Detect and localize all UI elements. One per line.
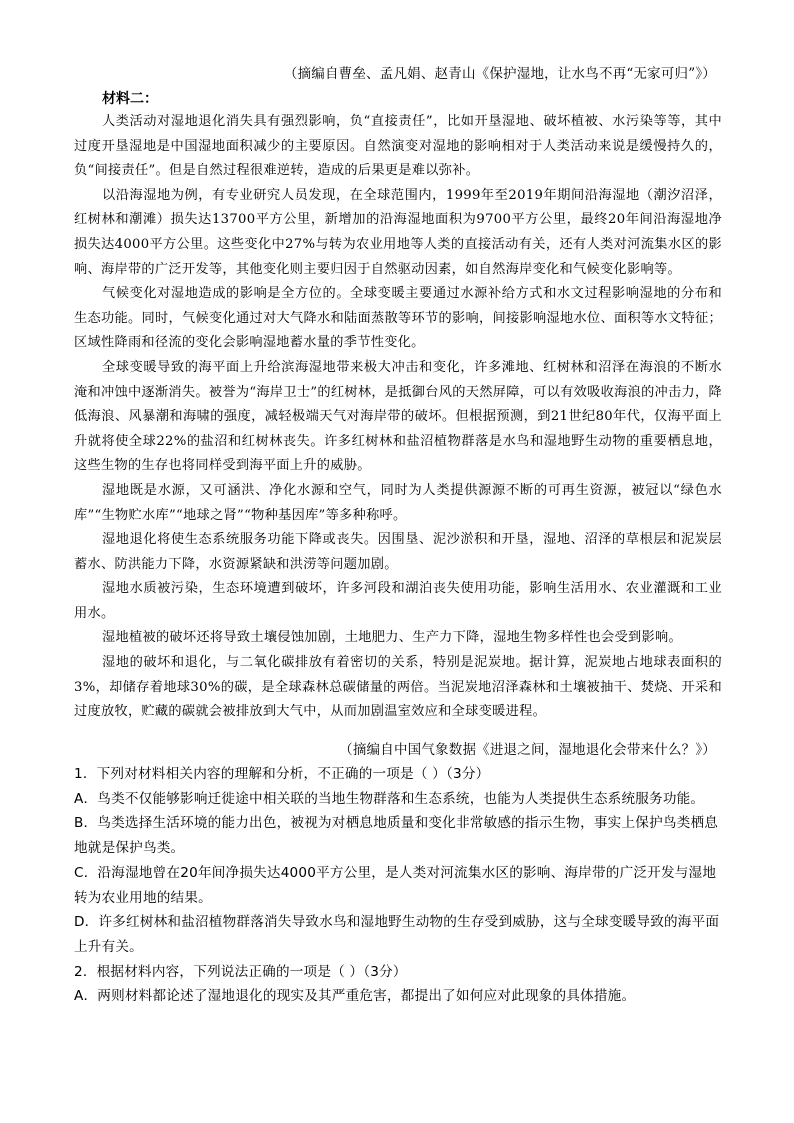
paragraph: 以沿海湿地为例，有专业研究人员发现，在全球范围内，1999年至2019年期间沿海湿地（潮汐沼泽，红树林和潮滩）损失达13700平方公里，新增加的沿海湿地面积为9700平方公里，最终20年间沿海湿地净损失达4000平方公里。这些变化中27%与转为农业用地等人类的直接活动有关，还有人类对河流集水区的影响、海岸带的广泛开发等，其他变化则主要归因于自然驱动因素，如自然海岸变化和气候变化影响等。 bbox=[74, 187, 722, 277]
paragraph: 湿地的破坏和退化，与二氧化碳排放有着密切的关系，特别是泥炭地。据计算，泥炭地占地球表面积的3%，却储存着地球30%的碳，是全球森林总碳储量的两倍。当泥炭地沼泽森林和土壤被抽干、焚烧、开采和过度放牧，贮藏的碳就会被排放到大气中，从而加剧温室效应和全球变暖进程。 bbox=[74, 655, 722, 720]
question-1-option-d: D．许多红树林和盐沼植物群落消失导致水鸟和湿地野生动物的生存受到威胁，这与全球变暖导致的海平面上升有关。 bbox=[74, 914, 720, 955]
question-1-option-a: A．鸟类不仅能够影响迁徙途中相关联的当地生物群落和生态系统，也能为人类提供生态系统服务功能。 bbox=[74, 790, 705, 807]
question-1-stem: 1．下列对材料相关内容的理解和分析，不正确的一项是（ ）（3分） bbox=[74, 766, 490, 782]
paragraph: 湿地退化将使生态系统服务功能下降或丧失。因围垦、泥沙淤积和开垦，湿地、沼泽的草根层和泥炭层蓄水、防洪能力下降，水资源紧缺和洪涝等问题加剧。 bbox=[74, 532, 722, 572]
source-citation-material-two: （摘编自中国气象数据《进退之间，湿地退化会带来什么？》） bbox=[339, 742, 716, 758]
material-two-body bbox=[74, 110, 722, 725]
paragraph: 湿地植被的破坏还将导致土壤侵蚀加剧，土地肥力、生产力下降，湿地生物多样性也会受到影响。 bbox=[102, 630, 682, 646]
question-1-option-c: C．沿海湿地曾在20年间净损失达4000平方公里，是人类对河流集水区的影响、海岸带的广泛开发与湿地转为农业用地的结果。 bbox=[74, 864, 717, 906]
question-2-stem: 2．根据材料内容，下列说法正确的一项是（ ）（3分） bbox=[74, 963, 407, 980]
paragraph: 湿地既是水源，又可涵洪、净化水源和空气，同时为人类提供源源不断的可再生资源，被冠以“绿色水库”“生物贮水库”“地球之肾”“物种基因库”等多种称呼。 bbox=[74, 482, 722, 523]
paragraph: 气候变化对湿地造成的影响是全方位的。全球变暖主要通过水源补给方式和水文过程影响湿地的分布和生态功能。同时，气候变化通过对大气降水和陆面蒸散等环节的影响，间接影响湿地水位、面积等水文特征；区域性降雨和径流的变化会影响湿地蓄水量的季节性变化。 bbox=[74, 286, 722, 351]
paragraph: 全球变暖导致的海平面上升给滨海湿地带来极大冲击和变化，许多滩地、红树林和沼泽在海浪的不断水淹和冲蚀中逐渐消失。被誉为“海岸卫士”的红树林，是抵御台风的天然屏障，可以有效吸收海浪的冲击力，降低海浪、风暴潮和海啸的强度，减轻极端天气对海岸带的破坏。但根据预测，到21世纪80年代，仅海平面上升就将使全球22%的盐沼和红树林丧失。许多红树林和盐沼植物群落是水鸟和湿地野生动物的重要栖息地，这些生物的生存也将同样受到海平面上升的威胁。 bbox=[74, 359, 722, 474]
material-two-heading: 材料二： bbox=[102, 91, 158, 107]
question-1-option-b: B．鸟类选择生活环境的能力出色，被视为对栖息地质量和变化非常敏感的指示生物，事实上保护鸟类栖息地就是保护鸟类。 bbox=[74, 815, 719, 857]
paragraph: 湿地水质被污染，生态环境遭到破坏，许多河段和湖泊丧失使用功能，影响生活用水、农业灌溉和工业用水。 bbox=[74, 581, 722, 621]
paragraph: 人类活动对湿地退化消失具有强烈影响，负“直接责任”，比如开垦湿地、破坏植被、水污染等等，其中过度开垦湿地是中国湿地面积减少的主要原因。自然演变对湿地的影响相对于人类活动来说是缓慢持久的，负“间接责任”。但是自然过程很难逆转，造成的后果更是难以弥补。 bbox=[74, 114, 722, 179]
question-2-option-a: A．两则材料都论述了湿地退化的现实及其严重危害，都提出了如何应对此现象的具体措施。 bbox=[74, 988, 636, 1005]
questions-section bbox=[74, 762, 724, 1009]
source-citation-material-one: （摘编自曹垒、孟凡娟、赵青山《保护湿地，让水鸟不再“无家可归”》） bbox=[283, 66, 716, 82]
